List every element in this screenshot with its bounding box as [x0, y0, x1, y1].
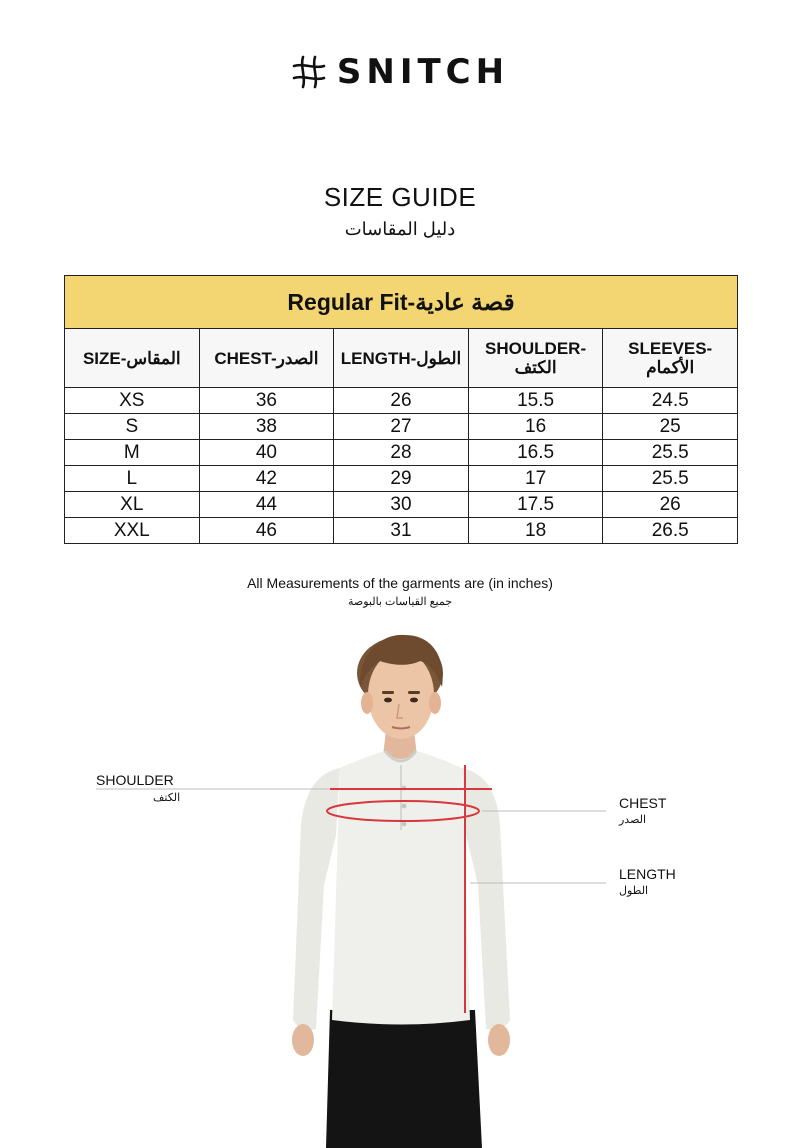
fit-header: Regular Fit-قصة عادية	[65, 276, 738, 329]
header-chest: CHEST-الصدر	[199, 329, 334, 388]
header-shoulder: SHOULDER- الكتف	[468, 329, 603, 388]
model-illustration	[0, 625, 800, 1148]
brand-name: SNITCH	[336, 52, 510, 92]
cell-sleeves: 26	[603, 492, 738, 518]
header-row	[65, 329, 738, 388]
cell-length: 26	[334, 388, 469, 414]
measurement-note: All Measurements of the garments are (in inches)	[247, 575, 553, 591]
model-diagram	[0, 625, 800, 1148]
page-title: SIZE GUIDE	[323, 182, 477, 212]
cell-chest: 38	[199, 414, 334, 440]
length-label-arabic: الطول	[619, 885, 649, 897]
table-row	[65, 388, 738, 414]
cell-sleeves: 25	[603, 414, 738, 440]
cell-shoulder: 15.5	[468, 388, 603, 414]
cell-shoulder: 17.5	[468, 492, 603, 518]
cell-sleeves: 26.5	[603, 518, 738, 544]
measurement-note-arabic: جميع القياسات بالبوصة	[347, 596, 453, 608]
cell-size: XL	[65, 492, 200, 518]
table-row	[65, 440, 738, 466]
cell-size: M	[65, 440, 200, 466]
cell-chest: 36	[199, 388, 334, 414]
cell-shoulder: 17	[468, 466, 603, 492]
cell-sleeves: 24.5	[603, 388, 738, 414]
cell-chest: 40	[199, 440, 334, 466]
length-label: LENGTH	[619, 866, 676, 882]
cell-size: XS	[65, 388, 200, 414]
cell-chest: 44	[199, 492, 334, 518]
cell-length: 29	[334, 466, 469, 492]
cell-shoulder: 16.5	[468, 440, 603, 466]
cell-size: L	[65, 466, 200, 492]
table-row	[65, 492, 738, 518]
shoulder-label: SHOULDER	[96, 772, 174, 788]
brand-logo	[0, 52, 800, 92]
size-table	[64, 275, 738, 544]
cell-chest: 42	[199, 466, 334, 492]
header-size: SIZE-المقاس	[65, 329, 200, 388]
table-row	[65, 414, 738, 440]
header-length: LENGTH-الطول	[334, 329, 469, 388]
chest-label: CHEST	[619, 795, 667, 811]
snitch-logo-icon	[291, 54, 327, 90]
cell-size: XXL	[65, 518, 200, 544]
cell-sleeves: 25.5	[603, 440, 738, 466]
page-title-arabic: دليل المقاسات	[344, 219, 456, 239]
table-row	[65, 466, 738, 492]
chest-label-arabic: الصدر	[619, 814, 647, 826]
header-sleeves: SLEEVES- الأكمام	[603, 329, 738, 388]
cell-sleeves: 25.5	[603, 466, 738, 492]
table-row	[65, 518, 738, 544]
cell-shoulder: 18	[468, 518, 603, 544]
cell-chest: 46	[199, 518, 334, 544]
cell-length: 28	[334, 440, 469, 466]
cell-shoulder: 16	[468, 414, 603, 440]
cell-length: 31	[334, 518, 469, 544]
cell-length: 27	[334, 414, 469, 440]
cell-length: 30	[334, 492, 469, 518]
cell-size: S	[65, 414, 200, 440]
shoulder-label-arabic: الكتف	[153, 792, 181, 804]
